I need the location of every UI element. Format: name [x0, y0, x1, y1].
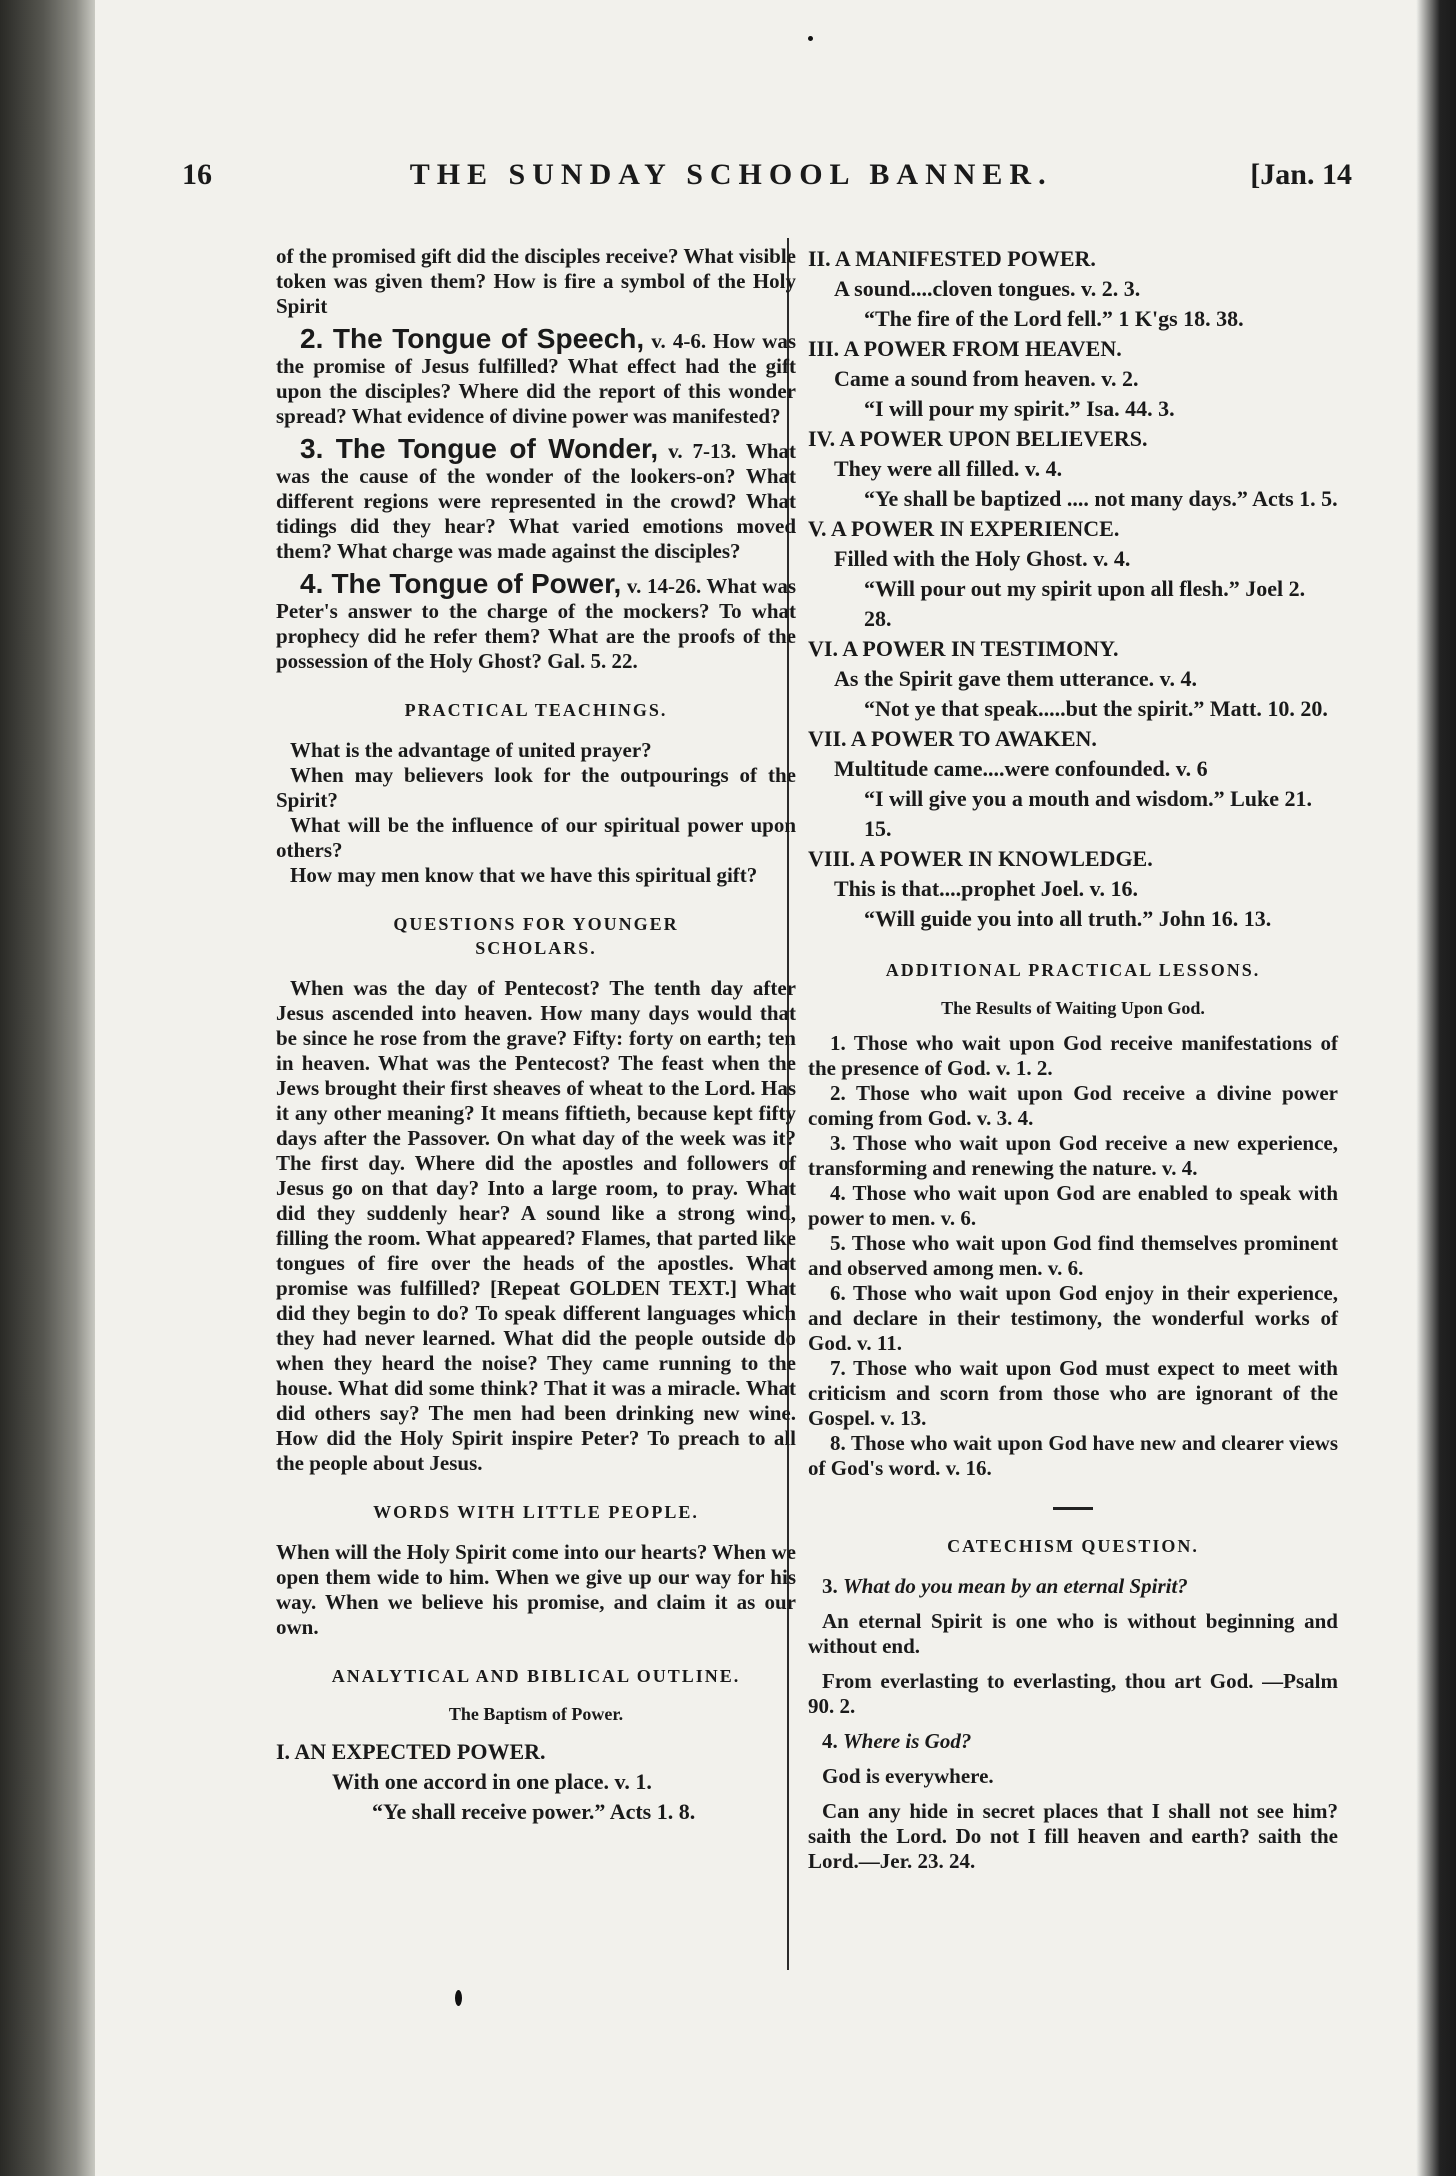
outline-head: V. A POWER IN EXPERIENCE. [808, 516, 1120, 541]
little-people-text: When will the Holy Spirit come into our hearts? When we open them wide to him. When we give up our way for his way. When we believe his promise, and claim it as our own. [276, 1540, 796, 1639]
right-edge-shadow [1416, 0, 1456, 2176]
lesson-item: 6. Those who wait upon God enjoy in their experience, and declare in their testimony, the wonderful works of God. v. 11. [808, 1281, 1338, 1355]
right-column [808, 244, 1338, 1874]
practical-teachings-heading: PRACTICAL TEACHINGS. [404, 700, 668, 720]
book-binding-shadow [0, 0, 95, 2176]
outline-line: Came a sound from heaven. v. 2. [834, 366, 1139, 391]
outline-head: IV. A POWER UPON BELIEVERS. [808, 426, 1148, 451]
outline-head: III. A POWER FROM HEAVEN. [808, 336, 1122, 361]
catechism-answer-3: An eternal Spirit is one who is without beginning and without end. [808, 1609, 1338, 1658]
outline-item-1-line: With one accord in one place. v. 1. [332, 1769, 652, 1794]
outline-head: VI. A POWER IN TESTIMONY. [808, 636, 1119, 661]
section-verse: v. 4-6. [651, 329, 707, 353]
spacer [808, 1754, 1338, 1764]
section-rule [1053, 1507, 1093, 1510]
question-number: 4. [822, 1729, 838, 1753]
section-tongue-of-power [276, 568, 797, 674]
outline-head: II. A MANIFESTED POWER. [808, 246, 1096, 271]
section-text: How was the promise of Jesus fulfilled? What effect had the gift upon the disciples? Where did the report of this wonder spread? What evidence of divine power was manifested? [276, 329, 796, 428]
section-heading: 2. The Tongue of Speech, [300, 323, 645, 354]
catechism-question-4 [808, 1729, 1338, 1754]
lesson-item: 3. Those who wait upon God receive a new experience, transforming and renewing the nature. v. 4. [808, 1131, 1338, 1180]
left-column [276, 244, 796, 1827]
outline-item-2 [808, 244, 1338, 334]
section-heading: 4. The Tongue of Power, [300, 568, 622, 599]
lesson-item: 7. Those who wait upon God must expect to meet with criticism and scorn from those who are ignorant of the Gospel. v. 13. [808, 1356, 1338, 1430]
outline-line: They were all filled. v. 4. [834, 456, 1063, 481]
outline-item-4 [808, 424, 1338, 514]
practical-item: How may men know that we have this spiritual gift? [290, 863, 758, 887]
outline-head: VIII. A POWER IN KNOWLEDGE. [808, 846, 1153, 871]
catechism-heading: CATECHISM QUESTION. [947, 1536, 1199, 1556]
outline-ref: “I will give you a mouth and wisdom.” Luke 21. 15. [864, 786, 1313, 841]
younger-scholars-text: When was the day of Pentecost? The tenth day after Jesus ascended into heaven. How many days would that be since he rose from the grave? Fifty: forty on earth; ten in heaven. What was the Pentecost? The feast when the Jews brought their first sheaves of wheat to the Lord. Has it any other meaning? It means fiftieth, because kept fifty days after the Passover. On what day of the week was it? The first day. Where did the apostles and followers of Jesus go on that day? Into a large room, to pray. What did they suddenly hear? A sound like a strong wind, filling the room. What appeared? Flames, that parted like tongues of fire over the heads of the apostles. What promise was fulfilled? [Repeat GOLDEN TEXT.] What did they begin to do? To speak different languages which they had never learned. What did the people outside do when they heard the noise? They came running to the house. What did some think? That it was a miracle. What did others say? The men had been drinking new wine. How did the Holy Spirit inspire Peter? To preach to all the people about Jesus. [276, 976, 796, 1475]
outline-ref: “Not ye that speak.....but the spirit.” Matt. 10. 20. [864, 696, 1328, 721]
lesson-item: 4. Those who wait upon God are enabled to speak with power to men. v. 6. [808, 1181, 1338, 1230]
outline-line: A sound....cloven tongues. v. 2. 3. [834, 276, 1141, 301]
spacer [808, 1789, 1338, 1799]
question-number: 3. [822, 1574, 838, 1598]
section-verse: v. 7-13. [668, 439, 737, 463]
outline-item-1: I. AN EXPECTED POWER. [276, 1739, 546, 1764]
section-text: What was the cause of the wonder of the lookers-on? What different regions were represented in the crowd? What tidings did they hear? What varied emotions moved them? What charge was made against the disciples? [276, 439, 797, 563]
outline-item-1-ref: “Ye shall receive power.” Acts 1. 8. [372, 1799, 696, 1824]
outline-line: As the Spirit gave them utterance. v. 4. [834, 666, 1197, 691]
outline-ref: “Ye shall be baptized .... not many days.” Acts 1. 5. [864, 486, 1338, 511]
page-number: 16 [182, 158, 212, 191]
section-heading: 3. The Tongue of Wonder, [300, 433, 659, 464]
little-people-heading: WORDS WITH LITTLE PEOPLE. [373, 1502, 699, 1522]
section-tongue-of-speech [276, 323, 796, 429]
issue-date: [Jan. 14 [1250, 158, 1352, 191]
outline-heading: ANALYTICAL AND BIBLICAL OUTLINE. [331, 1666, 741, 1686]
additional-lessons-heading: ADDITIONAL PRACTICAL LESSONS. [885, 960, 1261, 980]
catechism-answer-3-ref: From everlasting to everlasting, thou art God. —Psalm 90. 2. [808, 1669, 1338, 1718]
publication-title: THE SUNDAY SCHOOL BANNER. [409, 158, 1053, 191]
outline-line: Multitude came....were confounded. v. 6 [834, 756, 1208, 781]
outline-item-7 [808, 724, 1338, 844]
question-text: Where is God? [843, 1729, 972, 1753]
ink-speck [808, 36, 813, 41]
outline-item-5 [808, 514, 1338, 634]
outline-item-6 [808, 634, 1338, 724]
section-text: What was Peter's answer to the charge of the mockers? To what prophecy did he refer them? What are the proofs of the possession of the Holy Ghost? Gal. 5. 22. [276, 574, 797, 673]
outline-ref: “Will pour out my spirit upon all flesh.” Joel 2. 28. [864, 576, 1306, 631]
outline-item-8 [808, 844, 1338, 934]
additional-lessons-subheading: The Results of Waiting Upon God. [941, 998, 1205, 1018]
lesson-item: 5. Those who wait upon God find themselves prominent and observed among men. v. 6. [808, 1231, 1338, 1280]
ink-speck [455, 1990, 462, 2006]
page-header [182, 158, 1352, 198]
question-text: What do you mean by an eternal Spirit? [843, 1574, 1188, 1598]
younger-heading-line-2: SCHOLARS. [475, 938, 597, 958]
practical-item: What is the advantage of united prayer? [290, 738, 652, 762]
section-verse: v. 14-26. [626, 574, 702, 598]
younger-heading-line-1: QUESTIONS FOR YOUNGER [393, 914, 679, 934]
lesson-item: 8. Those who wait upon God have new and clearer views of God's word. v. 16. [808, 1431, 1338, 1480]
outline-head: VII. A POWER TO AWAKEN. [808, 726, 1097, 751]
outline-item-3 [808, 334, 1338, 424]
spacer [808, 1599, 1338, 1609]
outline-line: Filled with the Holy Ghost. v. 4. [834, 546, 1131, 571]
catechism-question-3 [808, 1574, 1338, 1599]
outline-ref: “Will guide you into all truth.” John 16. 13. [864, 906, 1272, 931]
lesson-item: 2. Those who wait upon God receive a divine power coming from God. v. 3. 4. [808, 1081, 1338, 1130]
outline-line: This is that....prophet Joel. v. 16. [834, 876, 1138, 901]
outline-ref: “The fire of the Lord fell.” 1 K'gs 18. 38. [864, 306, 1244, 331]
outline-ref: “I will pour my spirit.” Isa. 44. 3. [864, 396, 1175, 421]
spacer [808, 1719, 1338, 1729]
practical-item: What will be the influence of our spiritual power upon others? [276, 813, 796, 862]
outline-subheading: The Baptism of Power. [448, 1704, 624, 1724]
lesson-item: 1. Those who wait upon God receive manifestations of the presence of God. v. 1. 2. [808, 1031, 1338, 1080]
spacer [808, 1659, 1338, 1669]
practical-item: When may believers look for the outpourings of the Spirit? [276, 763, 796, 812]
catechism-answer-4: God is everywhere. [822, 1764, 994, 1788]
younger-scholars-heading [276, 912, 796, 960]
section-tongue-of-wonder [276, 433, 797, 564]
intro-paragraph: of the promised gift did the disciples receive? What visible token was given them? How is fire a symbol of the Holy Spirit [276, 244, 796, 318]
catechism-answer-4-ref: Can any hide in secret places that I shall not see him? saith the Lord. Do not I fill heaven and earth? saith the Lord.—Jer. 23. 24. [808, 1799, 1338, 1873]
